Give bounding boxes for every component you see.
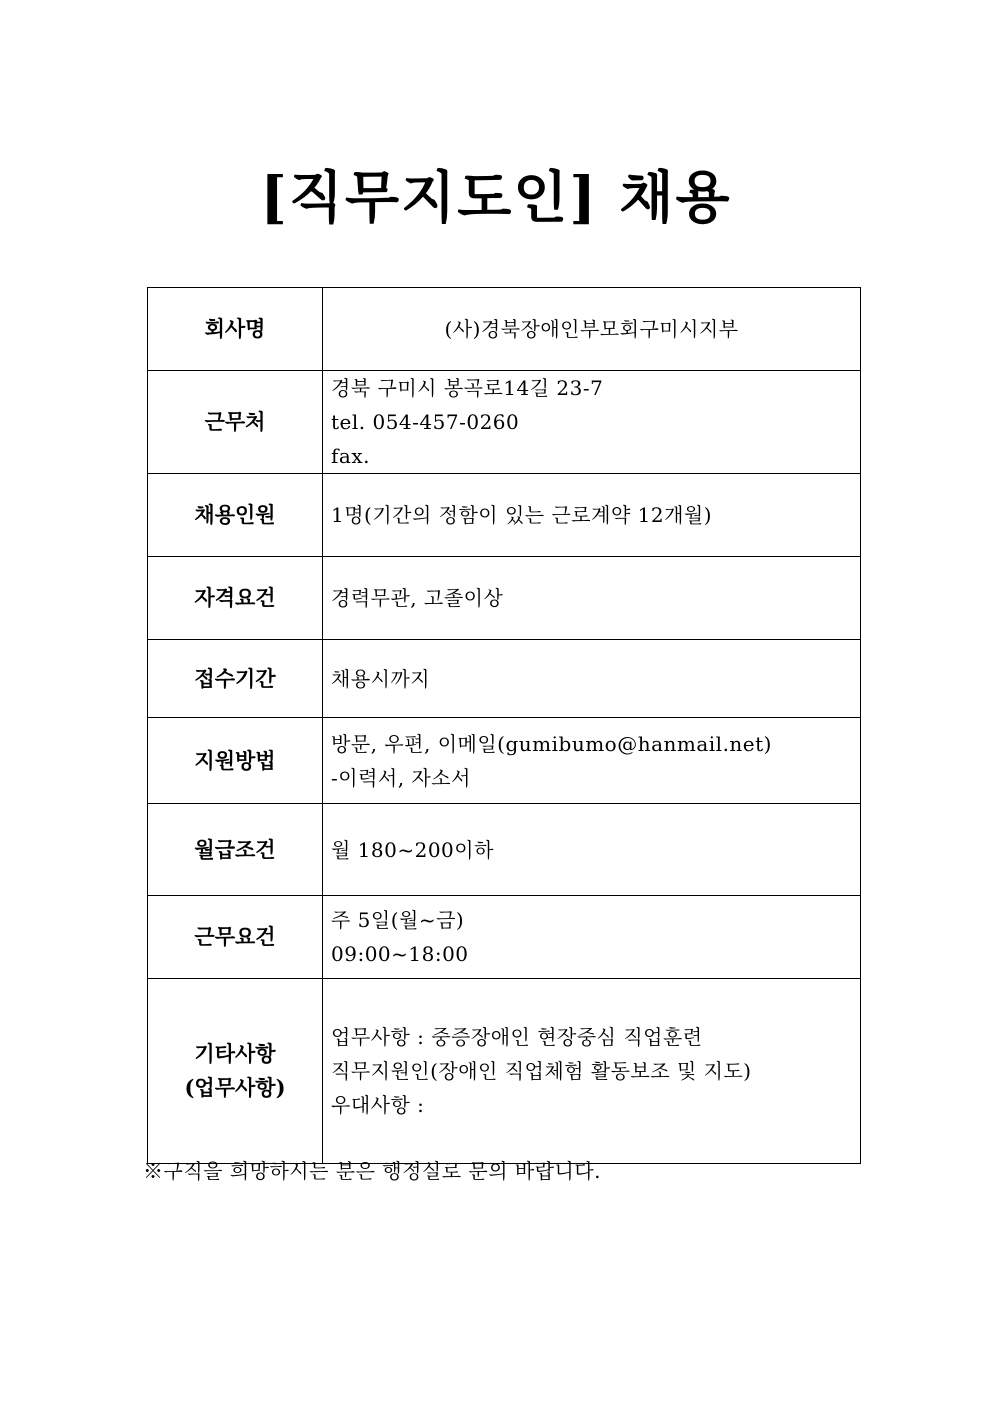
etc-role: 직무지원인(장애인 직업체험 활동보조 및 지도) [331, 1059, 752, 1083]
workplace-tel: tel. 054-457-0260 [331, 410, 520, 434]
label-period: 접수기간 [148, 640, 323, 718]
label-etc-line-1: 기타사항 [194, 1041, 276, 1066]
workplace-address: 경북 구미시 봉곡로14길 23-7 [331, 376, 604, 400]
table-row-qualification [148, 557, 861, 640]
hours-time: 09:00~18:00 [331, 942, 469, 966]
value-apply [323, 718, 861, 804]
label-workplace: 근무처 [148, 371, 323, 474]
etc-duty: 업무사항 : 중증장애인 현장중심 직업훈련 [331, 1025, 703, 1049]
value-headcount: 1명(기간의 정함이 있는 근로계약 12개월) [323, 474, 861, 557]
label-apply: 지원방법 [148, 718, 323, 804]
page-title: [직무지도인] 채용 [260, 165, 732, 231]
value-etc [323, 979, 861, 1164]
value-hours [323, 896, 861, 979]
value-period: 채용시까지 [323, 640, 861, 718]
value-salary: 월 180~200이하 [323, 804, 861, 896]
table-row-workplace [148, 371, 861, 474]
table-row-period [148, 640, 861, 718]
table-row-headcount [148, 474, 861, 557]
apply-methods: 방문, 우편, 이메일(gumibumo@hanmail.net) [331, 731, 772, 756]
label-salary: 월급조건 [148, 804, 323, 896]
value-company: (사)경북장애인부모회구미시지부 [323, 288, 861, 371]
job-posting-table [147, 287, 861, 1164]
table-row-etc [148, 979, 861, 1164]
label-company: 회사명 [148, 288, 323, 371]
workplace-fax: fax. [331, 444, 370, 468]
value-qualification: 경력무관, 고졸이상 [323, 557, 861, 640]
hours-days: 주 5일(월~금) [331, 908, 465, 932]
label-hours: 근무요건 [148, 896, 323, 979]
label-etc-line-2: (업무사항) [184, 1075, 286, 1100]
table-row-apply [148, 718, 861, 804]
etc-preference: 우대사항 : [331, 1093, 425, 1117]
table-row-company [148, 288, 861, 371]
label-qualification: 자격요건 [148, 557, 323, 640]
label-headcount: 채용인원 [148, 474, 323, 557]
apply-documents: -이력서, 자소서 [331, 765, 471, 790]
table-row-salary [148, 804, 861, 896]
footnote: ※구직을 희망하시는 분은 행정실로 문의 바랍니다. [143, 1159, 602, 1183]
value-workplace [323, 371, 861, 474]
table-row-hours [148, 896, 861, 979]
label-etc [148, 979, 323, 1164]
